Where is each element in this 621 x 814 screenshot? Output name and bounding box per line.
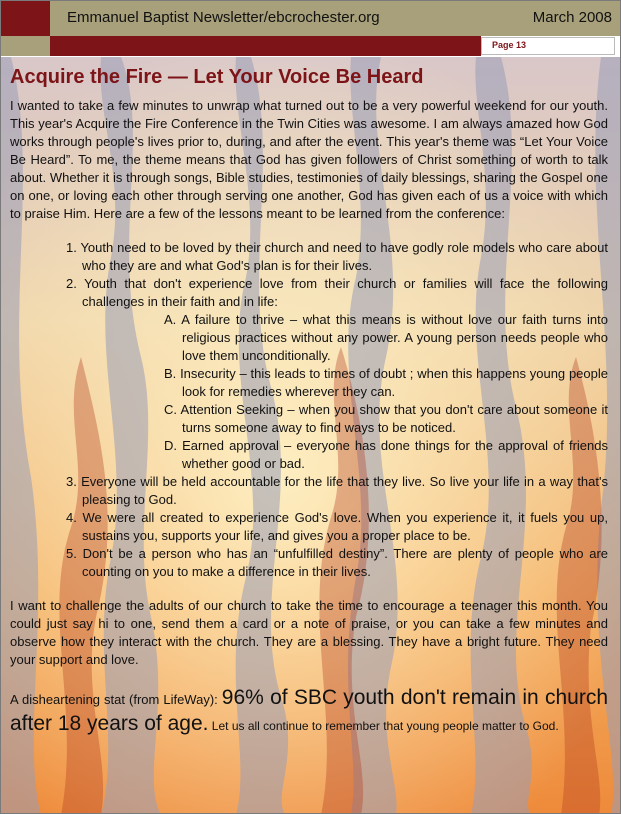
intro-paragraph: I wanted to take a few minutes to unwrap what turned out to be a very powerful weekend for our youth. This year's Acquire the Fire Conference in the Twin Cities was awesome. I am always amazed how God works through people's lives prior to, during, and after the event. This year's theme was “Let Your Voice Be Heard”. To me, the theme means that God has given followers of Christ something of worth to talk about. Whether it is through songs, Bible studies, testimonies of daily blessings, sharing the Gospel one on one, or loving each other through serving one another, God has given each of us a voice with which to praise Him. Here are a few of the lessons meant to be learned from the conference: xyxy=(10,98,608,221)
newsletter-title: Emmanuel Baptist Newsletter/ebcrochester.org xyxy=(67,9,380,26)
stat-lead: A disheartening stat (from LifeWay): xyxy=(10,692,222,707)
lesson-item: 1. Youth need to be loved by their church and need to have godly role models who care about who they are and what God's plan is for their lives. xyxy=(66,240,608,273)
stat-paragraph xyxy=(10,685,608,737)
lesson-item: 5. Don't be a person who has an “unfulfilled destiny”. There are plenty of people who are counting on you to make a difference in their lives. xyxy=(66,546,608,579)
lesson-text: 2. Youth that don't experience love from their church or families will face the following challenges in their faith and in life: xyxy=(66,276,608,309)
stat-closing: Let us all continue to remember that young people matter to God. xyxy=(208,719,559,733)
page-number: Page 13 xyxy=(481,37,615,55)
header-accent-bar xyxy=(50,36,481,56)
article xyxy=(10,65,608,737)
article-title: Acquire the Fire — Let Your Voice Be Heard xyxy=(10,66,424,88)
stat-highlight: 96% of SBC youth don't remain in church after 18 years of age. xyxy=(10,686,608,735)
challenge-item: C. Attention Seeking – when you show that you don't care about someone it turns someone away to find ways to be noticed. xyxy=(164,402,608,435)
header-accent-square xyxy=(1,1,50,36)
challenge-item: A. A failure to thrive – what this means is without love our faith turns into religious practices without any power. A young person needs people who love them unconditionally. xyxy=(164,312,608,363)
challenges-list xyxy=(82,311,608,473)
challenge-item: D. Earned approval – everyone has done things for the approval of friends whether good or bad. xyxy=(164,438,608,471)
lesson-item: 3. Everyone will be held accountable for the life that they live. So live your life in a way that's pleasing to God. xyxy=(66,474,608,507)
challenge-item: B. Insecurity – this leads to times of doubt ; when this happens young people look for remedies wherever they can. xyxy=(164,366,608,399)
challenge-paragraph: I want to challenge the adults of our church to take the time to encourage a teenager this month. You could just say hi to one, send them a card or a note of praise, or you can take a few minutes and observe how they interact with the church. They are a blessing. They have a bright future. They need your support and love. xyxy=(10,598,608,667)
lesson-item: 4. We were all created to experience God's love. When you experience it, it fuels you up, sustains you, supports your life, and gives you a proper place to be. xyxy=(66,510,608,543)
lesson-item xyxy=(66,275,608,473)
header-accent-square-lower xyxy=(1,36,50,56)
lessons-list xyxy=(10,239,608,581)
issue-date: March 2008 xyxy=(532,9,612,26)
